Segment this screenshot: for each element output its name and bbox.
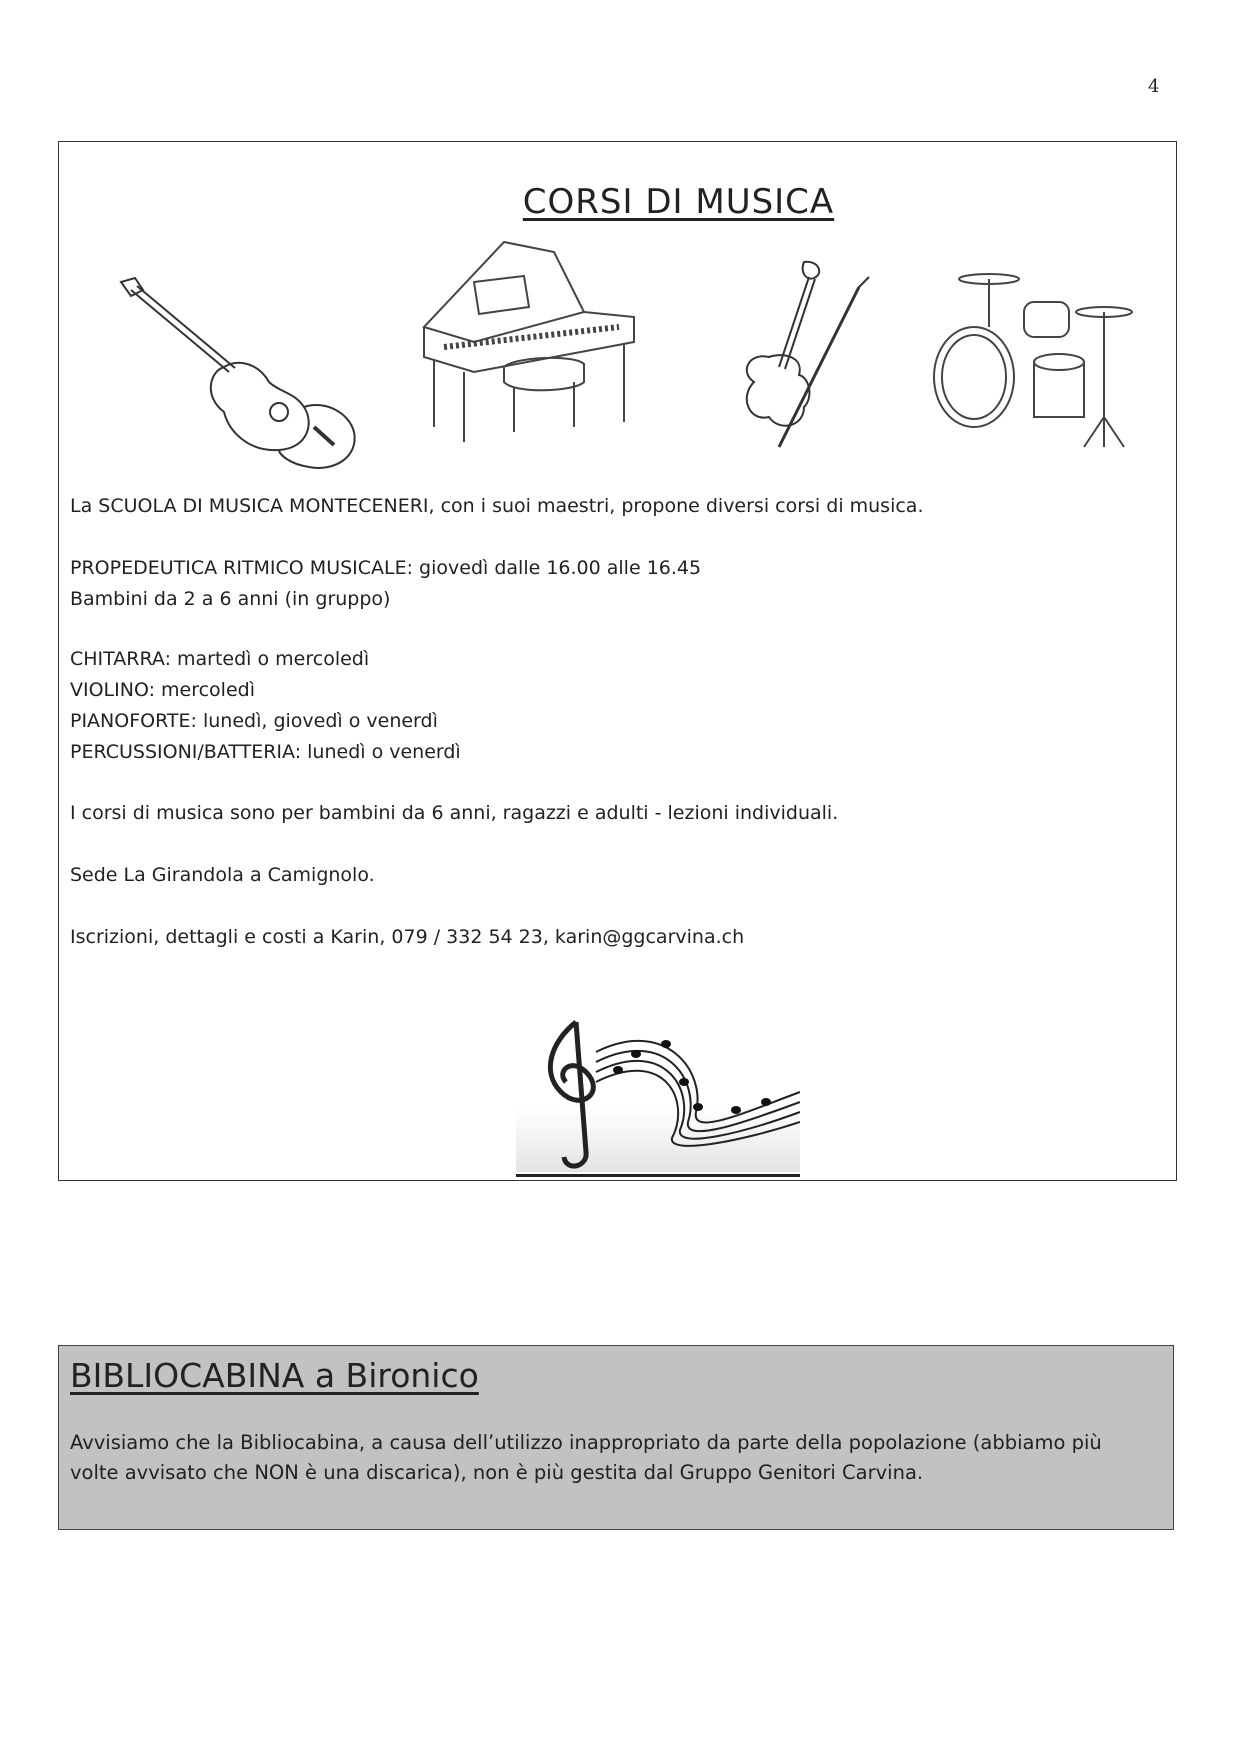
bibliocabina-box [58, 1345, 1174, 1530]
intro-line: La SCUOLA DI MUSICA MONTECENERI, con i suoi maestri, propone diversi corsi di musica. [70, 495, 924, 517]
guitar-icon [109, 272, 404, 472]
iscrizioni-line: Iscrizioni, dettagli e costi a Karin, 079 / 332 54 23, karin@ggcarvina.ch [70, 926, 745, 948]
pianoforte-line: PIANOFORTE: lunedì, giovedì o venerdì [70, 710, 438, 732]
drum-kit-icon [929, 267, 1139, 452]
page-number: 4 [1148, 76, 1160, 97]
bibliocabina-text-line-1: Avvisiamo che la Bibliocabina, a causa dell’utilizzo inappropriato da parte della popolazione (abbiamo più [70, 1431, 1102, 1454]
footer-rule [516, 1174, 800, 1177]
bambini-line: Bambini da 2 a 6 anni (in gruppo) [70, 588, 391, 610]
grand-piano-icon [404, 232, 684, 477]
propedeutica-line: PROPEDEUTICA RITMICO MUSICALE: giovedì dalle 16.00 alle 16.45 [70, 557, 702, 579]
percussioni-line: PERCUSSIONI/BATTERIA: lunedì o venerdì [70, 741, 461, 763]
music-courses-title: CORSI DI MUSICA [522, 182, 835, 222]
corsi-line: I corsi di musica sono per bambini da 6 anni, ragazzi e adulti - lezioni individuali. [70, 802, 839, 824]
chitarra-line: CHITARRA: martedì o mercoledì [70, 648, 370, 670]
bibliocabina-title: BIBLIOCABINA a Bironico [70, 1356, 479, 1395]
music-notes-icon [516, 1012, 800, 1172]
violino-line: VIOLINO: mercoledì [70, 679, 255, 701]
violin-icon [709, 257, 919, 467]
bibliocabina-text-line-2: volte avvisato che NON è una discarica), non è più gestita dal Gruppo Genitori Carvina. [70, 1461, 924, 1484]
sede-line: Sede La Girandola a Camignolo. [70, 864, 375, 886]
music-courses-box [58, 141, 1177, 1181]
